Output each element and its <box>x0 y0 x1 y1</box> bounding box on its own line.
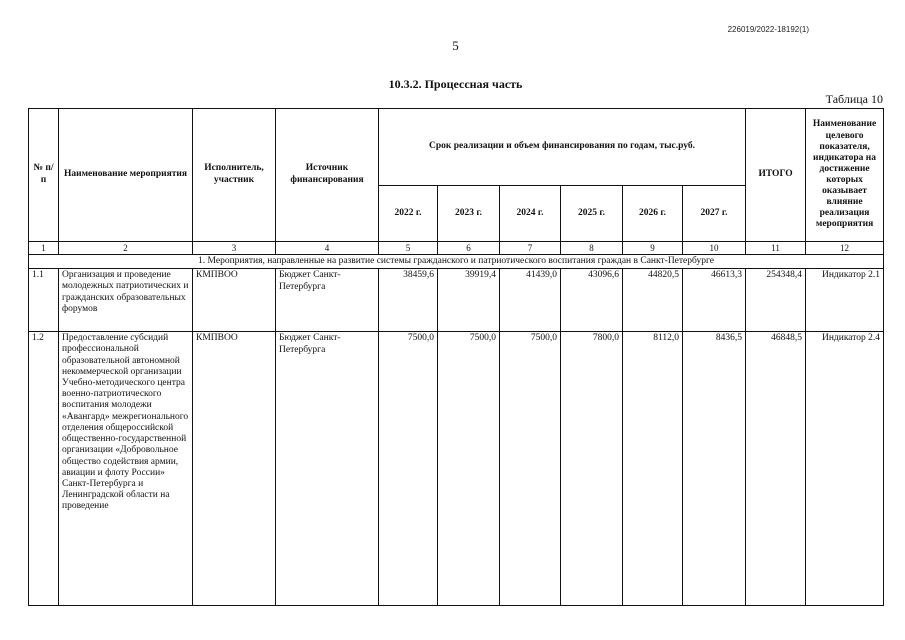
header-year: 2023 г. <box>438 186 500 242</box>
row-indicator: Индикатор 2.4 <box>806 332 884 606</box>
column-number: 2 <box>59 242 193 255</box>
row-value: 38459,6 <box>379 269 438 332</box>
column-number: 10 <box>683 242 746 255</box>
section-heading: 1. Мероприятия, направленные на развитие системы гражданского и патриотического воспитания граждан в Санкт-Петербурге <box>29 255 884 269</box>
column-number: 11 <box>746 242 806 255</box>
row-source: Бюджет Санкт-Петербурга <box>276 332 379 606</box>
column-number: 3 <box>193 242 276 255</box>
row-indicator: Индикатор 2.1 <box>806 269 884 332</box>
column-number: 6 <box>438 242 500 255</box>
table-caption: Таблица 10 <box>825 92 883 106</box>
row-total: 254348,4 <box>746 269 806 332</box>
row-name: Предоставление субсидий профессиональной образовательной автономной некоммерческой организации Учебно-методического центра военно-патриотического воспитания молодежи «Авангард» межрегионального отделения общероссийской общественно-государственной организации «Добровольное общество содействия армии, авиации и флоту России» Санкт-Петербурга и Ленинградской области на проведение <box>59 332 193 606</box>
header-num: № п/п <box>29 109 59 242</box>
header-period: Срок реализации и объем финансирования по годам, тыс.руб. <box>379 109 746 186</box>
column-number: 1 <box>29 242 59 255</box>
row-value: 44820,5 <box>623 269 683 332</box>
row-value: 7800,0 <box>561 332 623 606</box>
document-id: 226019/2022-18192(1) <box>727 25 809 34</box>
row-value: 46613,3 <box>683 269 746 332</box>
table-row <box>29 332 884 606</box>
header-name: Наименование мероприятия <box>59 109 193 242</box>
header-year: 2024 г. <box>500 186 561 242</box>
row-value: 43096,6 <box>561 269 623 332</box>
page-number: 5 <box>452 38 459 53</box>
section-title: 10.3.2. Процессная часть <box>388 77 523 91</box>
header-year: 2027 г. <box>683 186 746 242</box>
header-total: ИТОГО <box>746 109 806 242</box>
row-total: 46848,5 <box>746 332 806 606</box>
row-executor: КМПВОО <box>193 269 276 332</box>
column-number: 12 <box>806 242 884 255</box>
header-year: 2022 г. <box>379 186 438 242</box>
column-number: 7 <box>500 242 561 255</box>
header-indicator: Наименование целевого показателя, индикатора на достижение которых оказывает влияние реализация мероприятия <box>806 109 884 242</box>
row-value: 41439,0 <box>500 269 561 332</box>
row-value: 39919,4 <box>438 269 500 332</box>
section-heading-row <box>29 255 884 269</box>
header-year: 2026 г. <box>623 186 683 242</box>
row-value: 8112,0 <box>623 332 683 606</box>
row-num: 1.2 <box>29 332 59 606</box>
column-number: 8 <box>561 242 623 255</box>
row-value: 8436,5 <box>683 332 746 606</box>
header-source: Источник финансирования <box>276 109 379 242</box>
column-number: 5 <box>379 242 438 255</box>
column-number-row <box>29 242 884 255</box>
financing-table <box>28 108 884 606</box>
header-year: 2025 г. <box>561 186 623 242</box>
column-number: 9 <box>623 242 683 255</box>
row-name: Организация и проведение молодежных патриотических и гражданских образовательных форумов <box>59 269 193 332</box>
row-value: 7500,0 <box>438 332 500 606</box>
row-value: 7500,0 <box>379 332 438 606</box>
row-executor: КМПВОО <box>193 332 276 606</box>
column-number: 4 <box>276 242 379 255</box>
row-value: 7500,0 <box>500 332 561 606</box>
row-source: Бюджет Санкт-Петербурга <box>276 269 379 332</box>
row-num: 1.1 <box>29 269 59 332</box>
header-row-top <box>29 109 884 186</box>
header-executor: Исполнитель, участник <box>193 109 276 242</box>
table-row <box>29 269 884 332</box>
